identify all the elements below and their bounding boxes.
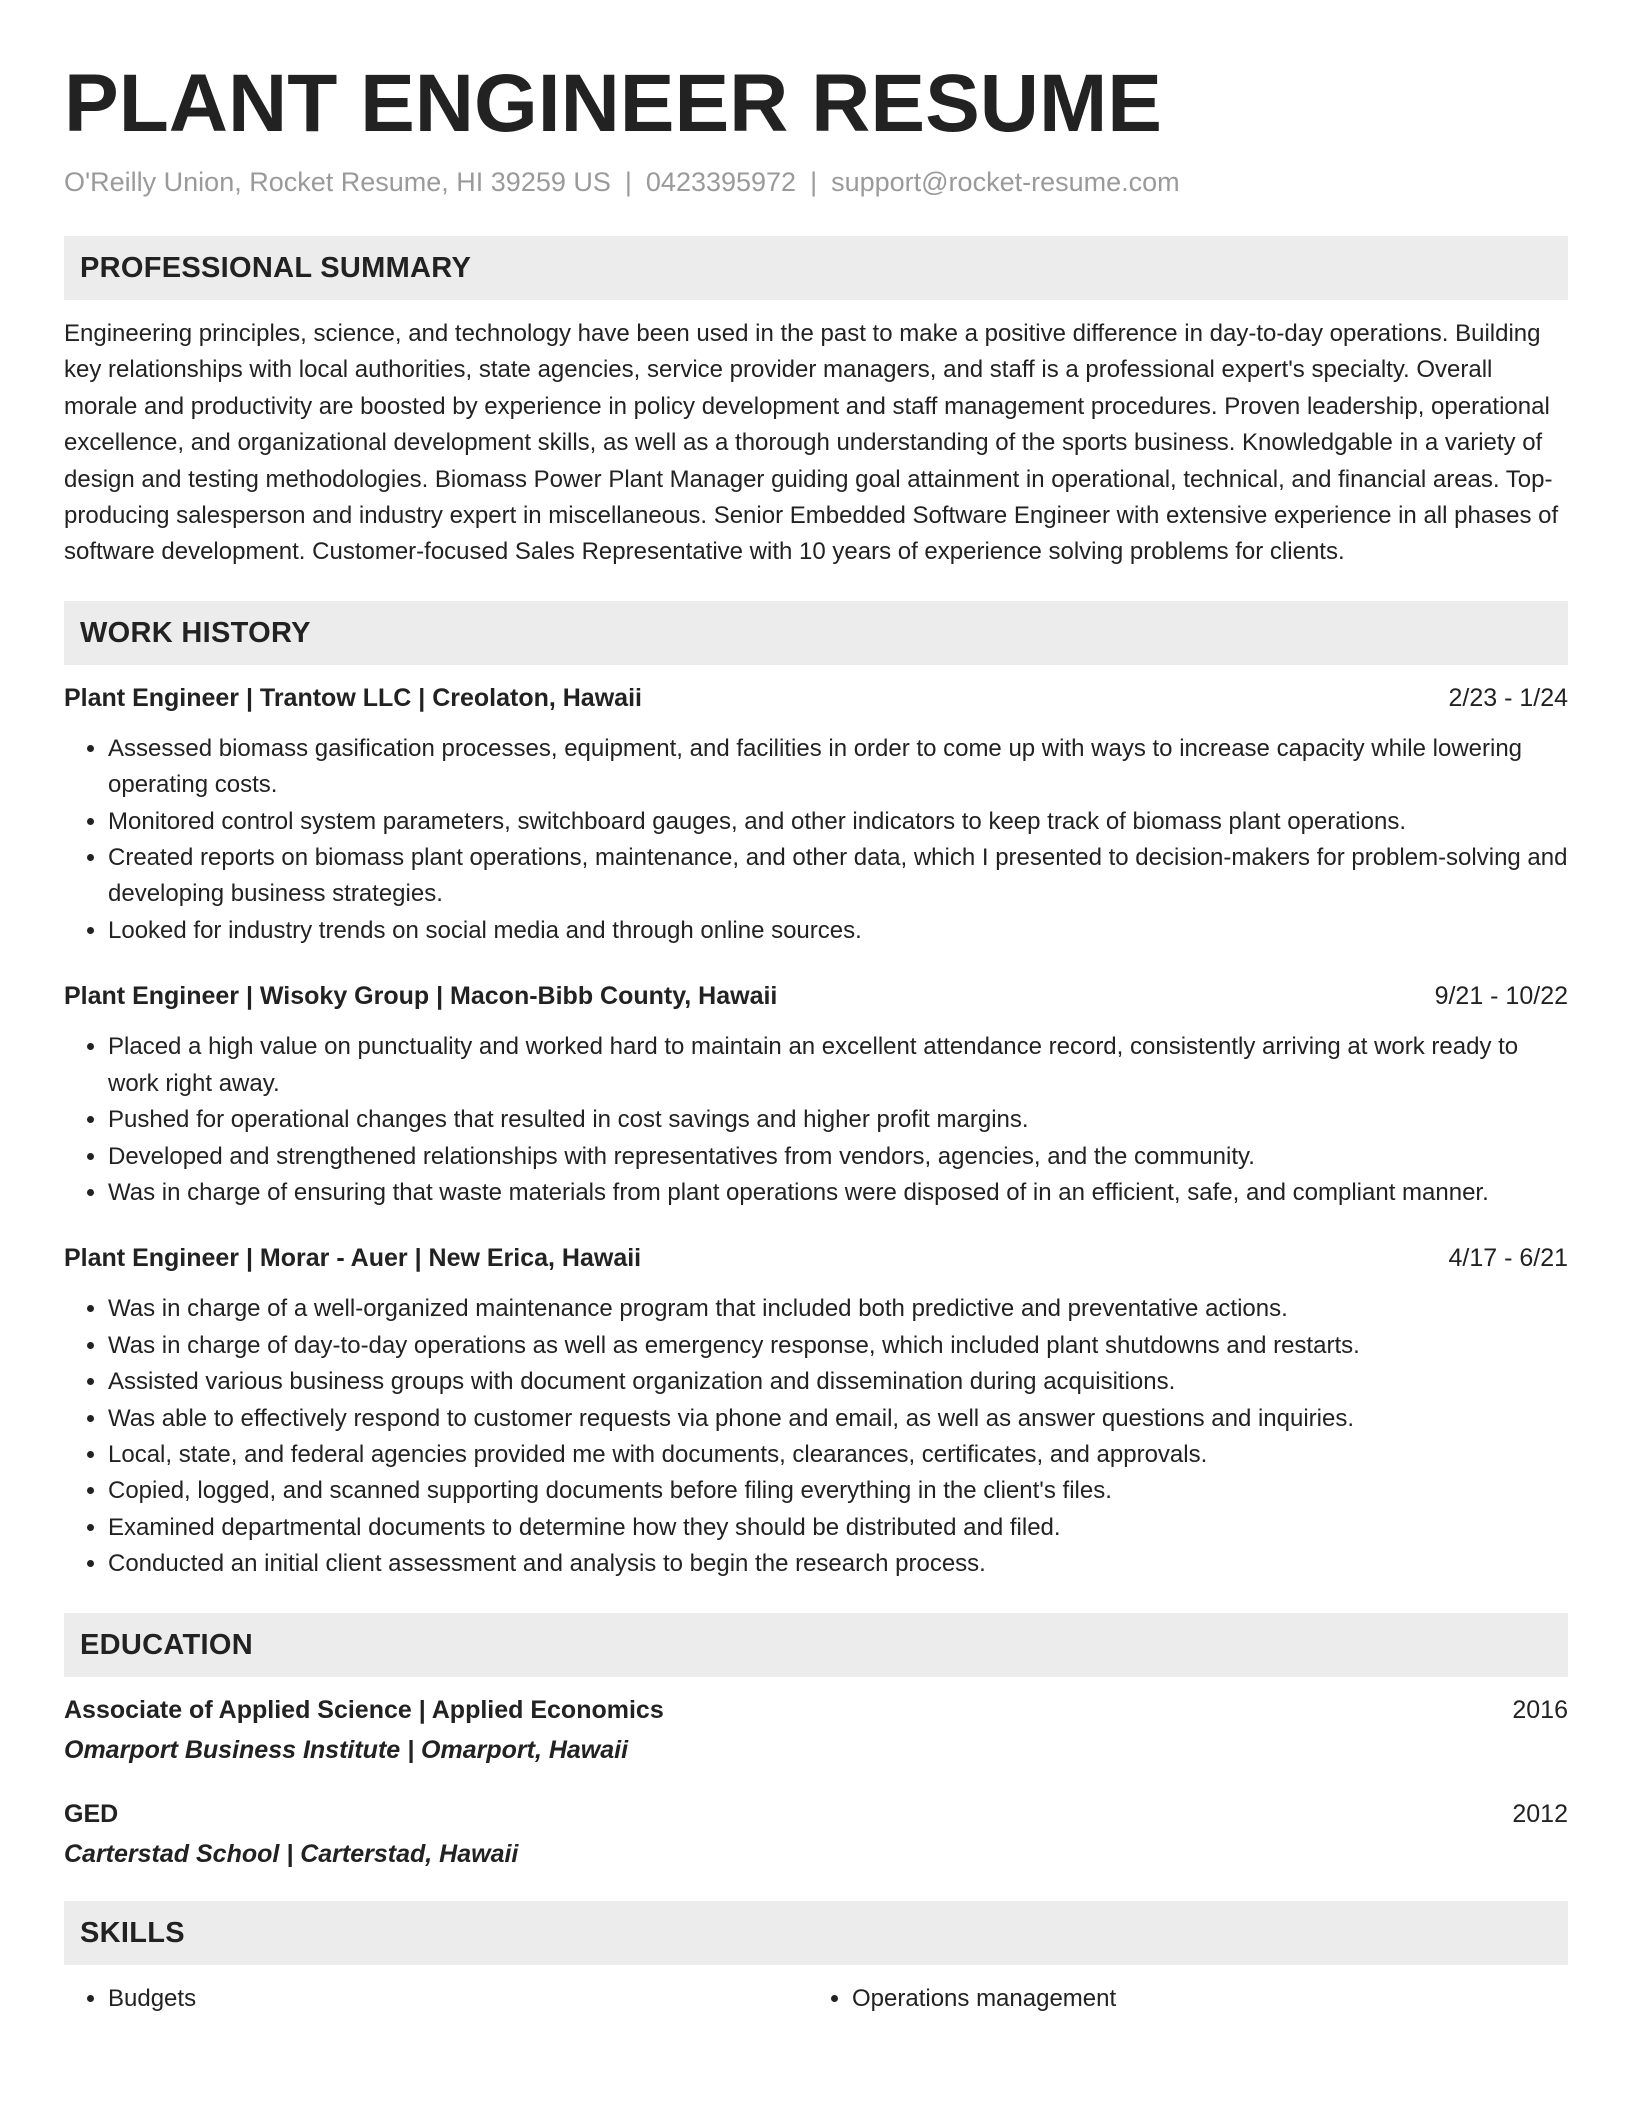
job-title: Plant Engineer | Wisoky Group | Macon-Bibb County, Hawaii — [64, 982, 778, 1011]
job-bullet: • Assessed biomass gasification processes, equipment, and facilities in order to come up with ways to increase capacity while lowering operating costs. — [108, 731, 1568, 804]
job-header — [64, 681, 1568, 715]
job-bullet: • Pushed for operational changes that resulted in cost savings and higher profit margins. — [108, 1102, 1568, 1138]
job-bullets — [64, 731, 1568, 949]
job-bullet: • Local, state, and federal agencies provided me with documents, clearances, certificates, and approvals. — [108, 1437, 1568, 1473]
contact-email: support@rocket-resume.com — [831, 167, 1180, 197]
job-dates: 2/23 - 1/24 — [1448, 683, 1568, 712]
job-bullet: • Looked for industry trends on social media and through online sources. — [108, 913, 1568, 949]
resume-title: PLANT ENGINEER RESUME — [64, 58, 1162, 149]
education-year: 2016 — [1512, 1695, 1568, 1724]
contact-phone: 0423395972 — [645, 167, 797, 197]
job-title: Plant Engineer | Trantow LLC | Creolaton, Hawaii — [64, 683, 642, 712]
skill-item: • Operations management — [852, 1981, 1552, 2017]
section-heading-summary: PROFESSIONAL SUMMARY — [64, 236, 1568, 300]
job-bullet: • Conducted an initial client assessment and analysis to begin the research process. — [108, 1546, 1568, 1582]
job-bullet: • Was able to effectively respond to customer requests via phone and email, as well as answer questions and inquiries. — [108, 1401, 1568, 1437]
contact-address: O'Reilly Union, Rocket Resume, HI 39259 US — [64, 167, 611, 197]
job-header — [64, 979, 1568, 1013]
job-entry — [64, 1241, 1568, 1582]
education-entry — [64, 1797, 1568, 1871]
job-bullet: • Assisted various business groups with document organization and dissemination during acquisitions. — [108, 1364, 1568, 1400]
job-bullets — [64, 1291, 1568, 1582]
education-year: 2012 — [1512, 1799, 1568, 1828]
job-bullet: • Was in charge of day-to-day operations as well as emergency response, which included plant shutdowns and restarts. — [108, 1328, 1568, 1364]
skills-column-left — [64, 1981, 808, 2017]
contact-line — [64, 164, 1568, 200]
job-bullet: • Created reports on biomass plant operations, maintenance, and other data, which I presented to decision-makers for problem-solving and developing business strategies. — [108, 840, 1568, 913]
education-degree: Associate of Applied Science | Applied Economics — [64, 1695, 664, 1724]
job-header — [64, 1241, 1568, 1275]
job-bullet: • Developed and strengthened relationships with representatives from vendors, agencies, and the community. — [108, 1139, 1568, 1175]
education-entry — [64, 1693, 1568, 1767]
contact-separator: | — [624, 167, 632, 197]
skills-column-right — [808, 1981, 1552, 2017]
job-bullet: • Was in charge of ensuring that waste materials from plant operations were disposed of in an efficient, safe, and compliant manner. — [108, 1175, 1568, 1211]
education-degree: GED — [64, 1799, 119, 1828]
job-bullet: • Placed a high value on punctuality and worked hard to maintain an excellent attendance record, consistently arriving at work ready to work right away. — [108, 1029, 1568, 1102]
education-school: Carterstad School | Carterstad, Hawaii — [64, 1839, 519, 1868]
job-dates: 4/17 - 6/21 — [1448, 1244, 1568, 1273]
job-entry — [64, 681, 1568, 949]
education-school: Omarport Business Institute | Omarport, Hawaii — [64, 1735, 629, 1764]
education-header — [64, 1797, 1568, 1831]
section-heading-skills: SKILLS — [64, 1901, 1568, 1965]
skills-list — [64, 1981, 1568, 2017]
section-heading-work-history: WORK HISTORY — [64, 601, 1568, 665]
job-dates: 9/21 - 10/22 — [1434, 982, 1568, 1011]
contact-separator: | — [810, 167, 818, 197]
job-bullet: • Monitored control system parameters, switchboard gauges, and other indicators to keep track of biomass plant operations. — [108, 804, 1568, 840]
summary-text: Engineering principles, science, and technology have been used in the past to make a positive difference in day-to-day operations. Building key relationships with local authorities, state agencies, service provider managers, and staff is a professional expert's specialty. Overall morale and productivity are boosted by experience in policy development and staff management procedures. Proven leadership, operational excellence, and organizational development skills, as well as a thorough understanding of the sports business. Knowledgable in a variety of design and testing methodologies. Biomass Power Plant Manager guiding goal attainment in operational, technical, and financial areas. Top-producing salesperson and industry expert in miscellaneous. Senior Embedded Software Engineer with extensive experience in all phases of software development. Customer-focused Sales Representative with 10 years of experience solving problems for clients. — [64, 320, 1559, 566]
job-entry — [64, 979, 1568, 1211]
job-bullet: • Was in charge of a well-organized maintenance program that included both predictive and preventative actions. — [108, 1291, 1568, 1327]
job-bullets — [64, 1029, 1568, 1211]
education-header — [64, 1693, 1568, 1727]
section-heading-education: EDUCATION — [64, 1613, 1568, 1677]
job-bullet: • Copied, logged, and scanned supporting documents before filing everything in the client's files. — [108, 1473, 1568, 1509]
skill-item: • Budgets — [108, 1981, 808, 2017]
job-title: Plant Engineer | Morar - Auer | New Erica, Hawaii — [64, 1244, 642, 1273]
job-bullet: • Examined departmental documents to determine how they should be distributed and filed. — [108, 1510, 1568, 1546]
